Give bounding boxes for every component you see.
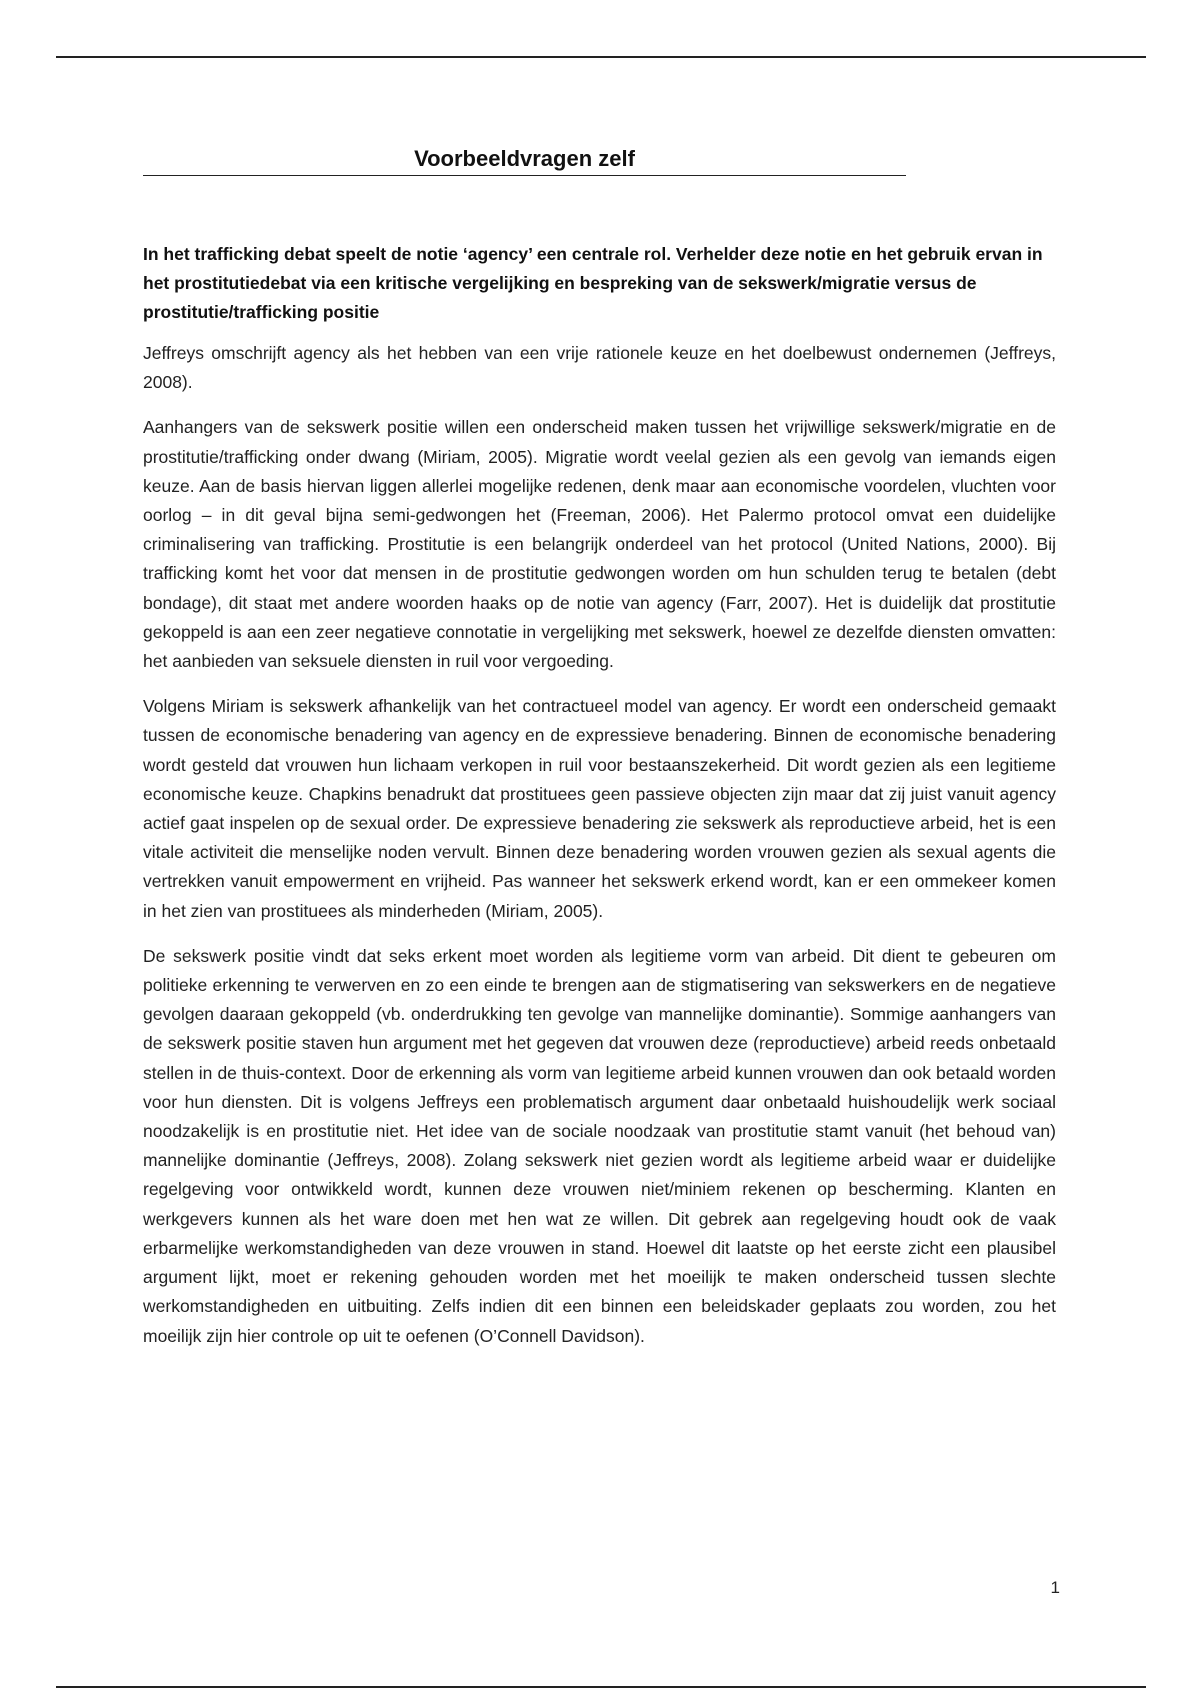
title-underline: [143, 175, 906, 176]
exam-question: In het trafficking debat speelt de notie ‘agency’ een centrale rol. Verhelder deze notie en het gebruik ervan in het prostitutiedebat via een kritische vergelijking en bespreking van de sekswerk/migratie versus de prostitutie/trafficking positie: [143, 244, 1043, 322]
paragraph-3: Volgens Miriam is sekswerk afhankelijk van het contractueel model van agency. Er wordt een onderscheid gemaakt tussen de economische benadering van agency en de expressieve benadering. Binnen de economische benadering wordt gesteld dat vrouwen hun lichaam verkopen in ruil voor bestaanszekerheid. Dit wordt gezien als een legitieme economische keuze. Chapkins benadrukt dat prostituees geen passieve objecten zijn maar dat zij juist vanuit agency actief gaat inspelen op de sexual order. De expressieve benadering zie sekswerk als reproductieve arbeid, het is een vitale activiteit die menselijke noden vervult. Binnen deze benadering worden vrouwen gezien als sexual agents die vertrekken vanuit empowerment en vrijheid. Pas wanneer het sekswerk erkend wordt, kan er een ommekeer komen in het zien van prostituees als minderheden (Miriam, 2005).: [143, 696, 1056, 921]
paragraph-2: Aanhangers van de sekswerk positie willen een onderscheid maken tussen het vrijwillige sekswerk/migratie en de prostitutie/trafficking onder dwang (Miriam, 2005). Migratie wordt veelal gezien als een gevolg van iemands eigen keuze. Aan de basis hiervan liggen allerlei mogelijke redenen, denk maar aan economische voordelen, vluchten voor oorlog – in dit geval bijna semi-gedwongen het (Freeman, 2006). Het Palermo protocol omvat een duidelijke criminalisering van trafficking. Prostitutie is een belangrijk onderdeel van het protocol (United Nations, 2000). Bij trafficking komt het voor dat mensen in de prostitutie gedwongen worden om hun schulden terug te betalen (debt bondage), dit staat met andere woorden haaks op de notie van agency (Farr, 2007). Het is duidelijk dat prostitutie gekoppeld is aan een zeer negatieve connotatie in vergelijking met sekswerk, hoewel ze dezelfde diensten omvatten: het aanbieden van seksuele diensten in ruil voor vergoeding.: [143, 417, 1056, 672]
paragraph-4: De sekswerk positie vindt dat seks erkent moet worden als legitieme vorm van arbeid. Dit dient te gebeuren om politieke erkenning te verwerven en zo een einde te brengen aan de stigmatisering van sekswerkers en de negatieve gevolgen daaraan gekoppeld (vb. onderdrukking ten gevolge van mannelijke dominantie). Sommige aanhangers van de sekswerk positie staven hun argument met het gegeven dat vrouwen deze (reproductieve) arbeid reeds onbetaald stellen in de thuis-context. Door de erkenning als vorm van legitieme arbeid kunnen vrouwen dan ook betaald worden voor hun diensten. Dit is volgens Jeffreys een problematisch argument daar onbetaald huishoudelijk werk sociaal noodzakelijk is en prostitutie niet. Het idee van de sociale noodzaak van prostitutie stamt vanuit (het behoud van) mannelijke dominantie (Jeffreys, 2008). Zolang sekswerk niet gezien wordt als legitieme arbeid waar er duidelijke regelgeving voor ontwikkeld wordt, kunnen deze vrouwen niet/miniem rekenen op bescherming. Klanten en werkgevers kunnen als het ware doen met hen wat ze willen. Dit gebrek aan regelgeving houdt ook de vaak erbarmelijke werkomstandigheden van deze vrouwen in stand. Hoewel dit laatste op het eerste zicht een plausibel argument lijkt, moet er rekening gehouden worden met het moeilijk te maken onderscheid tussen slechte werkomstandigheden en uitbuiting. Zelfs indien dit een binnen een beleidskader geplaats zou worden, zou het moeilijk zijn hier controle op uit te oefenen (O’Connell Davidson).: [143, 945, 1056, 1346]
title-block: [143, 145, 906, 175]
paragraph-1: Jeffreys omschrijft agency als het hebben van een vrije rationele keuze en het doelbewust ondernemen (Jeffreys, 2008).: [143, 343, 1056, 393]
page-number: 1: [1050, 1578, 1060, 1597]
header-rule: [56, 56, 1146, 58]
document-body: [143, 240, 1056, 1367]
footer-rule: [56, 1686, 1146, 1688]
page-title: Voorbeeldvragen zelf: [414, 146, 635, 171]
